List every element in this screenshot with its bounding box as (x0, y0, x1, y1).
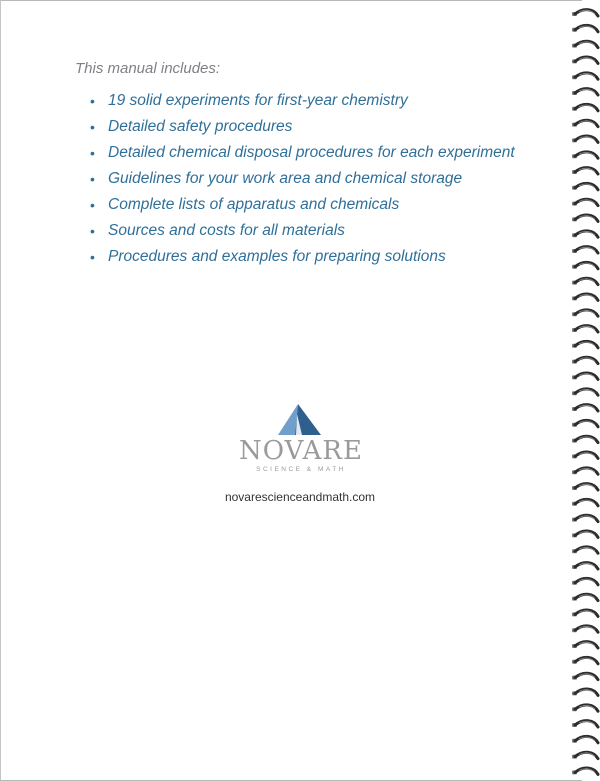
page-border-left (0, 0, 1, 781)
binding-coil (572, 278, 598, 284)
binding-coil (572, 610, 598, 616)
binding-coil (572, 436, 598, 442)
binding-coil (572, 468, 598, 474)
binding-coil (572, 563, 598, 569)
binding-coil (572, 199, 598, 205)
binding-coil (572, 10, 598, 16)
novare-tagline: SCIENCE & MATH (256, 466, 346, 473)
binding-coil (572, 104, 598, 110)
binding-coil (572, 373, 598, 379)
novare-logo-mark-icon (276, 401, 324, 437)
binding-coil (572, 736, 598, 742)
binding-coil (572, 642, 598, 648)
feature-item: • Guidelines for your work area and chemical storage (90, 168, 515, 194)
binding-coil (572, 341, 598, 347)
binding-coil (572, 594, 598, 600)
binding-coil (572, 389, 598, 395)
binding-coil (572, 73, 598, 79)
binding-coil (572, 357, 598, 363)
binding-coil (572, 420, 598, 426)
feature-item: • Procedures and examples for preparing solutions (90, 246, 515, 272)
binding-coil (572, 768, 598, 774)
feature-item: • 19 solid experiments for first-year chemistry (90, 90, 515, 116)
binding-coil (572, 136, 598, 142)
binding-coil (572, 168, 598, 174)
binding-coil (572, 294, 598, 300)
website-url: novarescienceandmath.com (224, 490, 376, 504)
binding-coil (572, 626, 598, 632)
binding-coil (572, 120, 598, 126)
novare-wordmark: NOVARE (239, 436, 363, 466)
features-list (90, 90, 515, 272)
binding-coil (572, 152, 598, 158)
binding-coil (572, 578, 598, 584)
spiral-binding-icon (566, 0, 600, 781)
feature-item: • Sources and costs for all materials (90, 220, 515, 246)
binding-coil (572, 25, 598, 31)
binding-coil (572, 310, 598, 316)
feature-item: • Complete lists of apparatus and chemicals (90, 194, 515, 220)
binding-coil (572, 452, 598, 458)
binding-coil (572, 215, 598, 221)
intro-heading: This manual includes: (75, 60, 221, 77)
binding-coil (572, 547, 598, 553)
binding-coil (572, 484, 598, 490)
binding-coil (572, 673, 598, 679)
binding-coil (572, 405, 598, 411)
feature-item: • Detailed safety procedures (90, 116, 515, 142)
binding-coil (572, 183, 598, 189)
page-border-top (0, 0, 582, 1)
binding-coil (572, 515, 598, 521)
binding-coil (572, 531, 598, 537)
binding-coil (572, 705, 598, 711)
binding-coil (572, 57, 598, 63)
feature-item: • Detailed chemical disposal procedures for each experiment (90, 142, 515, 168)
binding-coil (572, 752, 598, 758)
binding-coil (572, 41, 598, 47)
binding-coil (572, 89, 598, 95)
binding-coil (572, 231, 598, 237)
binding-coil (572, 721, 598, 727)
binding-coil (572, 689, 598, 695)
binding-coil (572, 499, 598, 505)
binding-coil (572, 262, 598, 268)
binding-coil (572, 657, 598, 663)
binding-coil (572, 247, 598, 253)
binding-coil (572, 326, 598, 332)
